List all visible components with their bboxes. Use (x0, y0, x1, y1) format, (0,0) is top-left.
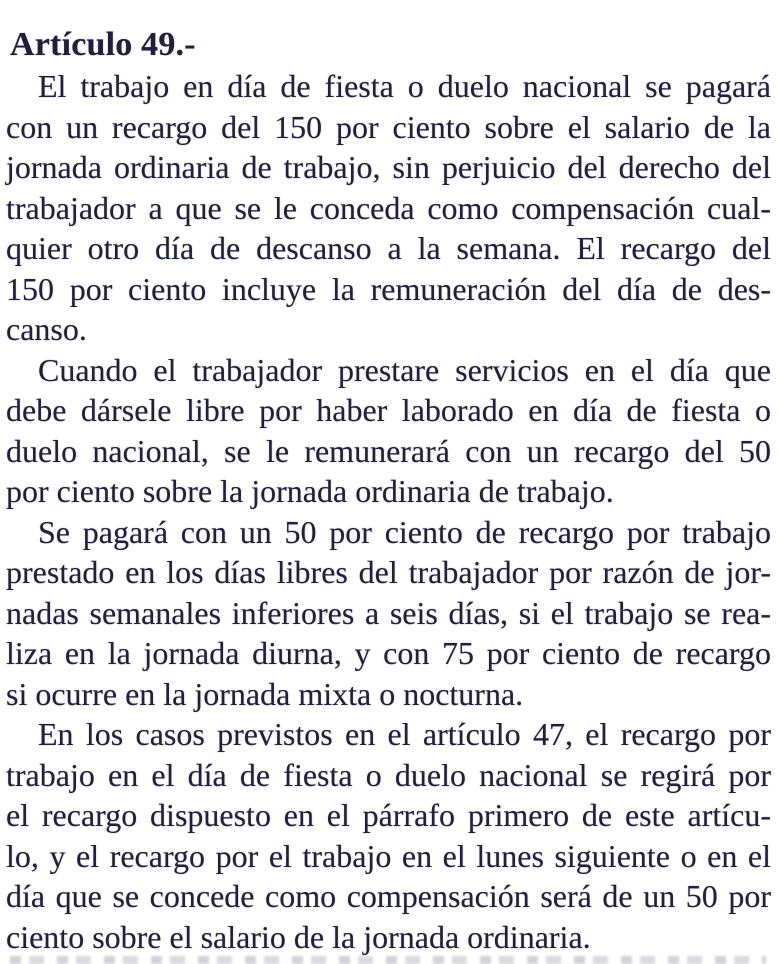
text-line: jornada ordinaria de trabajo, sin perjuicio del derecho del (6, 149, 771, 185)
text-line: 150 por ciento incluye la remuneración del día de des- (6, 270, 771, 307)
text-line: quier otro día de descanso a la semana. El recargo del (6, 230, 771, 266)
paragraph (6, 350, 771, 512)
text-line: prestado en los días libres del trabajador por razón de jor- (6, 554, 771, 590)
text-line: lo, y el recargo por el trabajo en el lunes siguiente o en el (6, 837, 771, 874)
text-line: con un recargo del 150 por ciento sobre el salario de la (6, 108, 771, 145)
text-line: Cuando el trabajador prestare servicios en el día que (38, 351, 771, 388)
text-line: duelo nacional, se le remunerará con un recargo del 50 (6, 432, 771, 469)
text-line: En los casos previstos en el artículo 47, el recargo por (38, 716, 771, 752)
cutoff-next-line-artifact (10, 956, 766, 964)
paragraph (6, 714, 771, 957)
text-line: liza en la jornada diurna, y con 75 por ciento de recargo (6, 635, 771, 671)
text-line: Se pagará con un 50 por ciento de recargo por trabajo (38, 513, 771, 550)
paragraph (6, 512, 771, 715)
text-line: si ocurre en la jornada mixta o nocturna. (6, 675, 524, 712)
text-line: por ciento sobre la jornada ordinaria de trabajo. (6, 473, 614, 509)
article-heading: Artículo 49.- (10, 26, 196, 63)
text-line: canso. (6, 311, 87, 347)
text-line: ciento sobre el salario de la jornada ordinaria. (6, 918, 591, 955)
text-line: trabajador a que se le conceda como compensación cual- (6, 189, 771, 226)
text-line: El trabajo en día de fiesta o duelo nacional se pagará (38, 68, 771, 104)
text-line: el recargo dispuesto en el párrafo primero de este artícu- (6, 797, 771, 833)
article-body (6, 66, 771, 957)
text-line: nadas semanales inferiores a seis días, si el trabajo se rea- (6, 594, 771, 631)
text-line: trabajo en el día de fiesta o duelo nacional se regirá por (6, 756, 771, 793)
text-line: día que se concede como compensación será de un 50 por (6, 878, 771, 914)
text-line: debe dársele libre por haber laborado en día de fiesta o (6, 392, 771, 428)
paragraph (6, 66, 771, 350)
